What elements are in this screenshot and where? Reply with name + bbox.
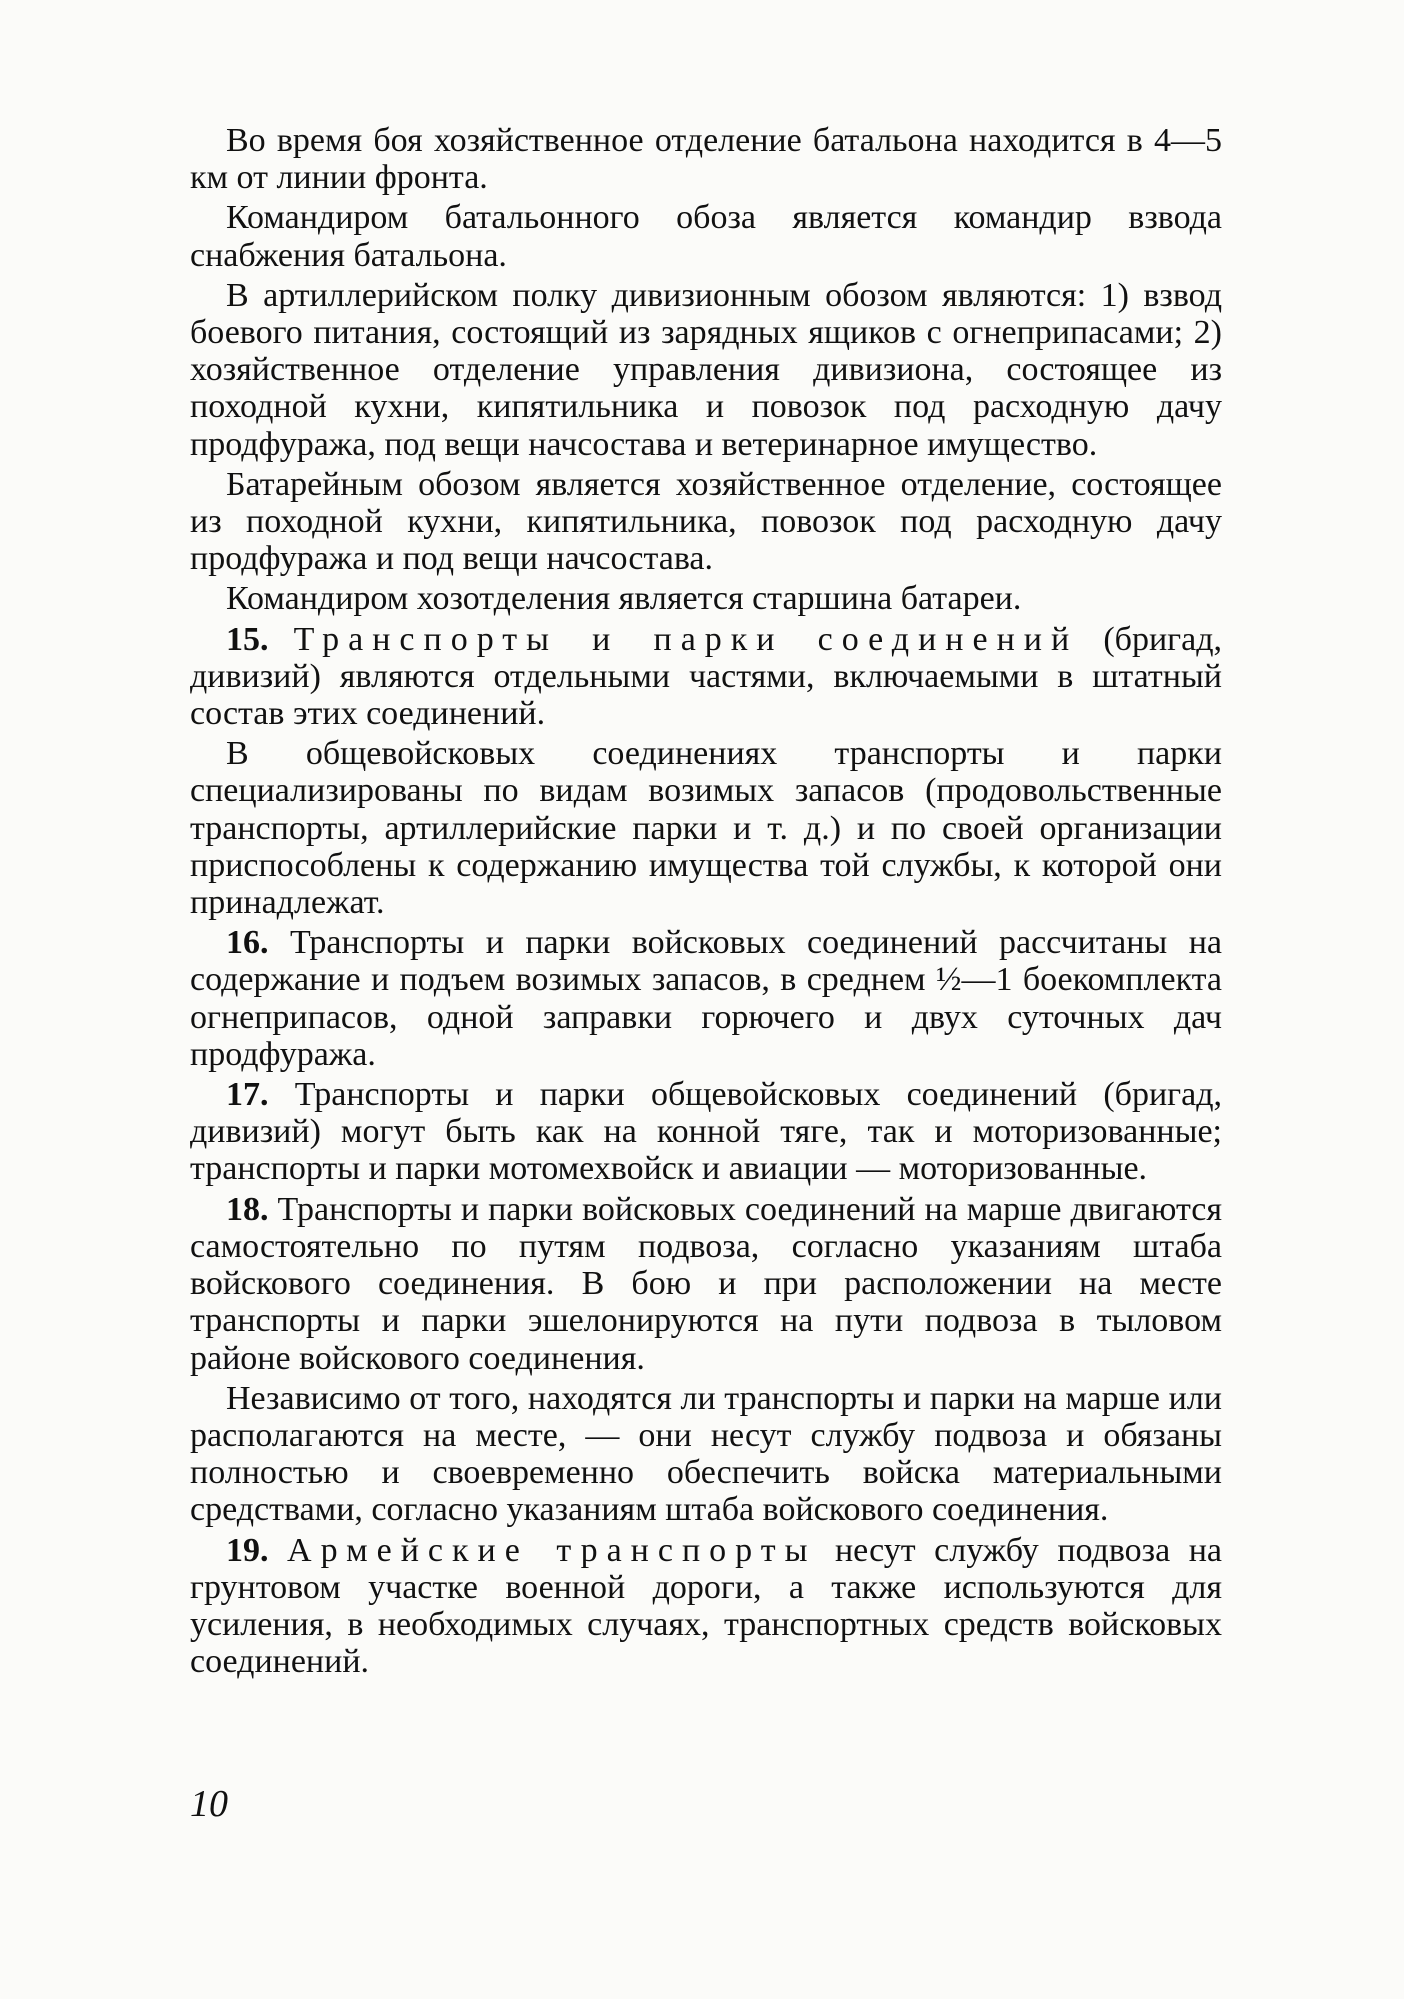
section-16: 16. Транспорты и парки войсковых соединений рассчитаны на содержание и подъем возимых запасов, в среднем ½—1 боекомплекта огнеприпасов, одной заправки горючего и двух суточных дач продфуража. [190,924,1223,1073]
section-number: 17. [226,1076,269,1114]
section-number: 16. [226,924,269,962]
section-heading: Армейские транспорты [287,1531,817,1569]
section-number: 18. [226,1190,269,1228]
section-heading: Транспорты и парки соединений [293,620,1079,658]
paragraph: Батарейным обозом является хозяйственное отделение, состоящее из походной кухни, кипятильника, повозок под расходную дачу продфуража и под вещи начсостава. [190,465,1222,578]
paragraph: В общевойсковых соединениях транспорты и парки специализированы по видам возимых запасов (продовольственные транспорты, артиллерийские парки и т. д.) и по своей организации приспособлены к содержанию имущества той службы, к которой они принадлежат. [190,735,1222,922]
paragraph: В артиллерийском полку дивизионным обозом являются: 1) взвод боевого питания, состоящий из зарядных ящиков с огнеприпасами; 2) хозяйственное отделение управления дивизиона, состоящее из походной кухни, кипятильника и повозок под расходную дачу продфуража, под вещи начсостава и ветеринарное имущество. [190,276,1222,463]
section-number: 15. [226,620,269,658]
section-15: 15. Транспорты и парки соединений (бригад, дивизий) являются отдельными частями, включаемыми в штатный состав этих соединений. [190,620,1223,733]
section-19: 19. Армейские транспорты несут службу подвоза на грунтовом участке военной дороги, а также используются для усиления, в необходимых случаях, транспортных средств войсковых соединений. [190,1531,1223,1681]
paragraph: Независимо от того, находятся ли транспорты и парки на марше или располагаются на месте, — они несут службу подвоза и обязаны полностью и своевременно обеспечить войска материальными средствами, согласно указаниям штаба войскового соединения. [190,1379,1222,1529]
section-number: 19. [226,1531,269,1569]
section-17: 17. Транспорты и парки общевойсковых соединений (бригад, дивизий) могут быть как на конной тяге, так и моторизованные; транспорты и парки мотомехвойск и авиации — моторизованные. [190,1076,1223,1188]
body-text [190,122,1222,1683]
page-number: 10 [190,1783,228,1825]
section-18: 18. Транспорты и парки войсковых соединений на марше двигаются самостоятельно по путям подвоза, согласно указаниям штаба войскового соединения. В бою и при расположении на месте транспорты и парки эшелонируются на пути подвоза в тыловом районе войскового соединения. [190,1190,1222,1377]
paragraph: Во время боя хозяйственное отделение батальона находится в 4—5 км от линии фронта. [190,122,1222,197]
paragraph: Командиром батальонного обоза является командир взвода снабжения батальона. [190,199,1222,274]
paragraph: Командиром хозотделения является старшина батареи. [226,580,1022,618]
